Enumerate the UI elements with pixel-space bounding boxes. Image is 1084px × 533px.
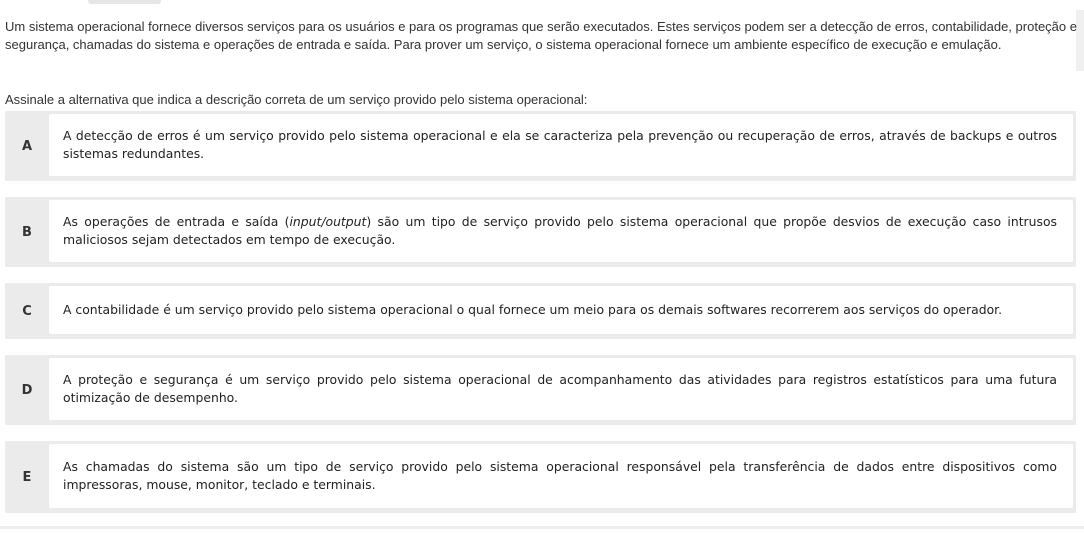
- question-prompt: Assinale a alternativa que indica a descrição correta de um serviço provido pelo sistema operacional:: [5, 92, 588, 107]
- option-letter: B: [22, 224, 32, 240]
- bottom-divider: [0, 526, 1084, 529]
- top-tab[interactable]: [88, 0, 161, 4]
- option-text-box[interactable]: [49, 444, 1073, 508]
- option-text-box[interactable]: [49, 286, 1073, 334]
- option-e[interactable]: [5, 441, 1076, 513]
- option-text: [63, 213, 1057, 249]
- option-text-italic: input/output: [289, 214, 367, 229]
- stem-text: Um sistema operacional fornece diversos serviços para os usuários e para os programas que serão executados. Estes serviços podem ser a detecção de erros, contabilidade, proteção e segurança, chamadas do sistema e operações de entrada e saída. Para prover um serviço, o sistema operacional fornece um ambiente específico de execução e emulação.: [5, 19, 1077, 52]
- top-strip: [0, 0, 1084, 6]
- option-text-part: As operações de entrada e saída (: [63, 214, 290, 229]
- question-stem: [5, 18, 1077, 54]
- option-letter: C: [22, 303, 32, 319]
- option-b[interactable]: [5, 197, 1076, 267]
- option-letter: D: [21, 382, 33, 398]
- option-text-part: ) são um tipo de serviço provido pelo sistema operacional que propõe desvios de execução caso intrusos maliciosos sejam detectados em tempo de execução.: [63, 214, 1058, 247]
- option-text-box[interactable]: [49, 200, 1073, 262]
- option-d[interactable]: [5, 355, 1076, 425]
- option-text-box[interactable]: [49, 358, 1073, 420]
- option-text: As chamadas do sistema são um tipo de serviço provido pelo sistema operacional responsável pela transferência de dados entre dispositivos como impressoras, mouse, monitor, teclado e terminais.: [63, 459, 1057, 492]
- option-text: A contabilidade é um serviço provido pelo sistema operacional o qual fornece um meio para os demais softwares recorrerem aos serviços do operador.: [63, 302, 1003, 317]
- option-text: A proteção e segurança é um serviço provido pelo sistema operacional de acompanhamento das atividades para registros estatísticos para uma futura otimização de desempenho.: [63, 372, 1057, 405]
- scrollbar-thumb[interactable]: [1076, 10, 1084, 71]
- option-c[interactable]: [5, 283, 1076, 339]
- option-letter: A: [21, 138, 33, 154]
- option-a[interactable]: [5, 111, 1076, 181]
- option-letter: E: [22, 469, 32, 485]
- option-text-box[interactable]: [49, 114, 1073, 176]
- option-text: A detecção de erros é um serviço provido pelo sistema operacional e ela se caracteriza pela prevenção ou recuperação de erros, através de backups e outros sistemas redundantes.: [63, 128, 1057, 161]
